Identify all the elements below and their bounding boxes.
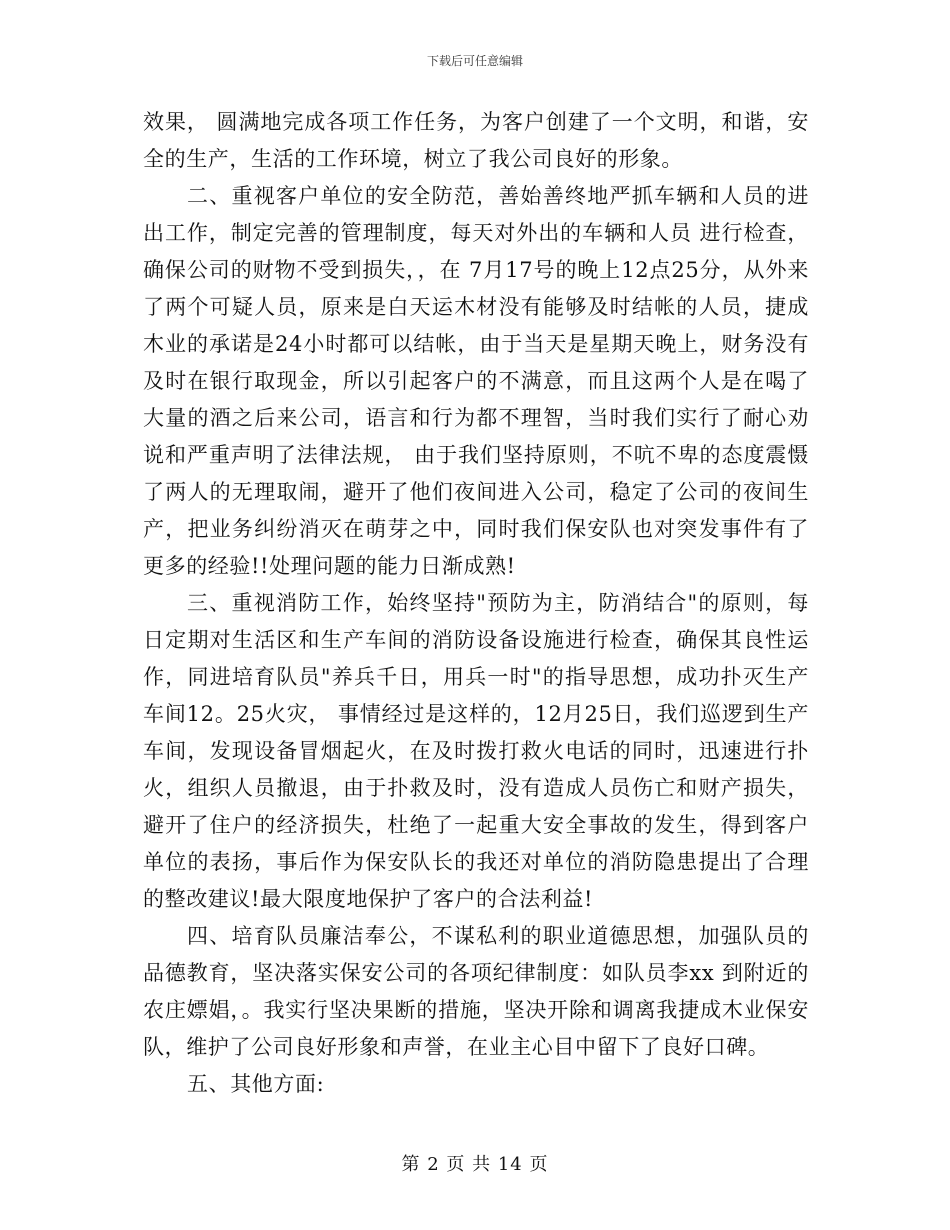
page-header: 下载后可任意编辑 [426,54,523,68]
paragraph-section-4: 四、培育队员廉洁奉公，不谋私利的职业道德思想，加强队员的品德教育，坚决落实保安公司的各项纪律制度：如队员李xx 到附近的农庄嫖娼，。我实行坚决果断的措施，坚决开除和调离我捷成木业保安队，维护了公司良好形象和声誉，在业主心目中留下了良好口碑。 [143,924,809,1059]
paragraph-continuation: 效果， 圆满地完成各项工作任务，为客户创建了一个文明，和谐，安全的生产，生活的工作环境，树立了我公司良好的形象。 [143,110,809,171]
paragraph-section-5: 五、其他方面: [187,1072,325,1096]
page-number-footer: 第 2 页 共 14 页 [401,1154,549,1175]
paragraph-section-2: 二、重视客户单位的安全防范，善始善终地严抓车辆和人员的进出工作，制定完善的管理制度，每天对外出的车辆和人员 进行检查，确保公司的财物不受到损失，，在 7月17号的晚上12点25分，从外来了两个可疑人员，原来是白天运木材没有能够及时结帐的人员，捷成木业的承诺是24小时都可以结帐，由于当天是星期天晚上，财务没有及时在银行取现金，所以引起客户的不满意，而且这两个人是在喝了大量的酒之后来公司，语言和行为都不理智，当时我们实行了耐心劝说和严重声明了法律法规， 由于我们坚持原则，不吭不卑的态度震慑了两人的无理取闹，避开了他们夜间进入公司，稳定了公司的夜间生产，把业务纠纷消灭在萌芽之中，同时我们保安队也对突发事件有了更多的经验!!处理问题的能力日渐成熟! [143,184,809,578]
document-body [143,104,809,1103]
paragraph-section-3: 三、重视消防工作，始终坚持"预防为主，防消结合"的原则，每日定期对生活区和生产车间的消防设备设施进行检查，确保其良性运作，同进培育队员"养兵千日，用兵一时"的指导思想，成功扑灭生产车间12。25火灾， 事情经过是这样的，12月25日，我们巡逻到生产车间，发现设备冒烟起火，在及时拨打救火电话的同时，迅速进行扑火，组织人员撤退，由于扑救及时，没有造成人员伤亡和财产损失，避开了住户的经济损失，杜绝了一起重大安全事故的发生，得到客户单位的表扬，事后作为保安队长的我还对单位的消防隐患提出了合理的整改建议!最大限度地保护了客户的合法利益! [143,591,809,911]
